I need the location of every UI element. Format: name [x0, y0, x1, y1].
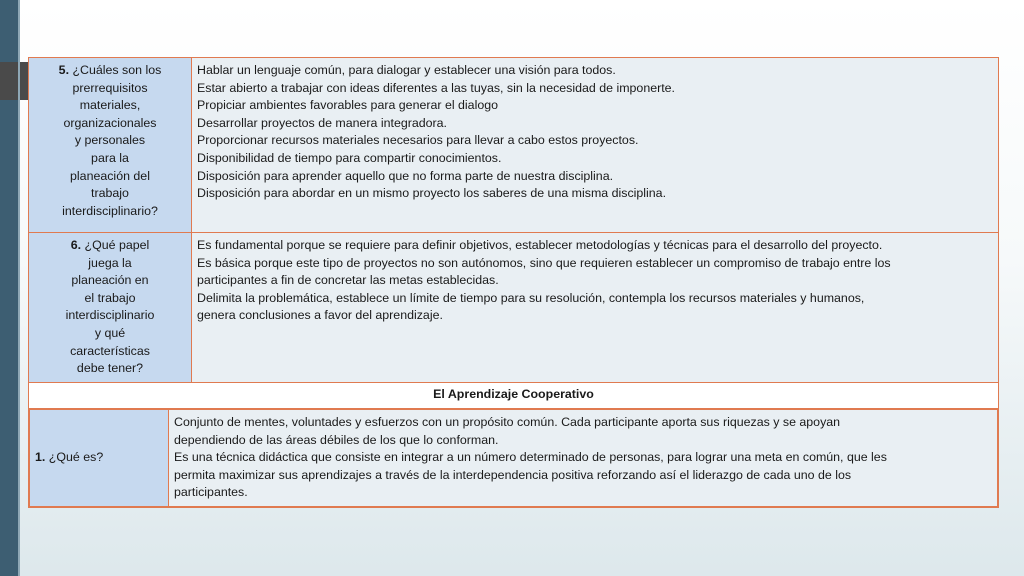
question-number: 5.: [58, 63, 70, 77]
table-row: [29, 58, 999, 233]
question-line: interdisciplinario?: [62, 203, 158, 218]
question-line: ¿Qué papel: [84, 238, 150, 252]
question-line: organizacionales: [63, 115, 157, 130]
question-line: materiales,: [79, 98, 141, 113]
question-line: planeación en: [71, 273, 149, 288]
section-title: El Aprendizaje Cooperativo: [29, 383, 999, 409]
question-line: ¿Qué es?: [48, 450, 104, 465]
answer-line: dependiendo de las áreas débiles de los que lo conforman.: [174, 432, 499, 447]
question-line: y personales: [74, 133, 146, 148]
answer-line: Conjunto de mentes, voluntades y esfuerzos con un propósito común. Cada participante aporta sus riquezas y se apoyan: [174, 415, 841, 429]
answer-line: participantes a fin de concretar las metas establecidas.: [197, 273, 499, 288]
question-line: ¿Cuáles son los: [72, 63, 162, 77]
answer-cell: [192, 233, 999, 383]
page-edge-line: [18, 0, 20, 576]
content-table: [28, 57, 999, 508]
slide-left-bar: [0, 0, 18, 576]
answer-line: Disposición para aprender aquello que no forma parte de nuestra disciplina.: [197, 168, 614, 183]
answer-cell: [192, 58, 999, 233]
question-line: trabajo: [91, 186, 129, 201]
answer-line: Es fundamental porque se requiere para definir objetivos, establecer metodologías y técnicas para el desarrollo del proyecto.: [197, 238, 883, 252]
question-line: para la: [91, 150, 129, 165]
question-line: prerrequisitos: [72, 80, 148, 95]
answer-line: Proporcionar recursos materiales necesarios para llevar a cabo estos proyectos.: [197, 133, 639, 148]
section-subtable: [29, 409, 998, 507]
question-line: y qué: [94, 325, 126, 340]
answer-line: Disposición para abordar en un mismo proyecto los saberes de una misma disciplina.: [197, 186, 667, 201]
question-cell: [29, 233, 192, 383]
answer-line: Propiciar ambientes favorables para generar el dialogo: [197, 98, 498, 113]
table-row: [29, 233, 999, 383]
answer-line: Disponibilidad de tiempo para compartir conocimientos.: [197, 150, 502, 165]
question-line: características: [70, 343, 150, 358]
answer-line: Estar abierto a trabajar con ideas diferentes a las tuyas, sin la necesidad de imponerte.: [197, 80, 676, 95]
question-number: 6.: [70, 238, 82, 252]
question-line: juega la: [88, 255, 132, 270]
question-number: 1.: [35, 450, 46, 465]
answer-line: genera conclusiones a favor del aprendizaje.: [197, 308, 443, 323]
question-line: interdisciplinario: [65, 308, 155, 323]
section-title-row: [29, 383, 999, 409]
question-cell: [29, 58, 192, 233]
question-line: el trabajo: [84, 290, 136, 305]
answer-cell: [169, 410, 998, 507]
answer-line: Hablar un lenguaje común, para dialogar y establecer una visión para todos.: [197, 63, 616, 77]
question-line: debe tener?: [76, 361, 144, 376]
answer-line: Es una técnica didáctica que consiste en integrar a un número determinado de personas, para lograr una meta en común, que les: [174, 450, 887, 465]
slide-left-accent: [0, 62, 30, 100]
table-row: [29, 409, 999, 508]
question-line: planeación del: [70, 168, 150, 183]
answer-line: Es básica porque este tipo de proyectos no son autónomos, sino que requieren establecer un compromiso de trabajo entre los: [197, 255, 891, 270]
answer-line: Desarrollar proyectos de manera integradora.: [197, 115, 448, 130]
answer-line: permita maximizar sus aprendizajes a través de la interdependencia positiva reforzando así el liderazgo de cada uno de los: [174, 467, 852, 482]
answer-line: Delimita la problemática, establece un límite de tiempo para su resolución, contempla los recursos materiales y humanos,: [197, 290, 865, 305]
question-cell: [30, 410, 169, 507]
answer-line: participantes.: [174, 485, 248, 500]
